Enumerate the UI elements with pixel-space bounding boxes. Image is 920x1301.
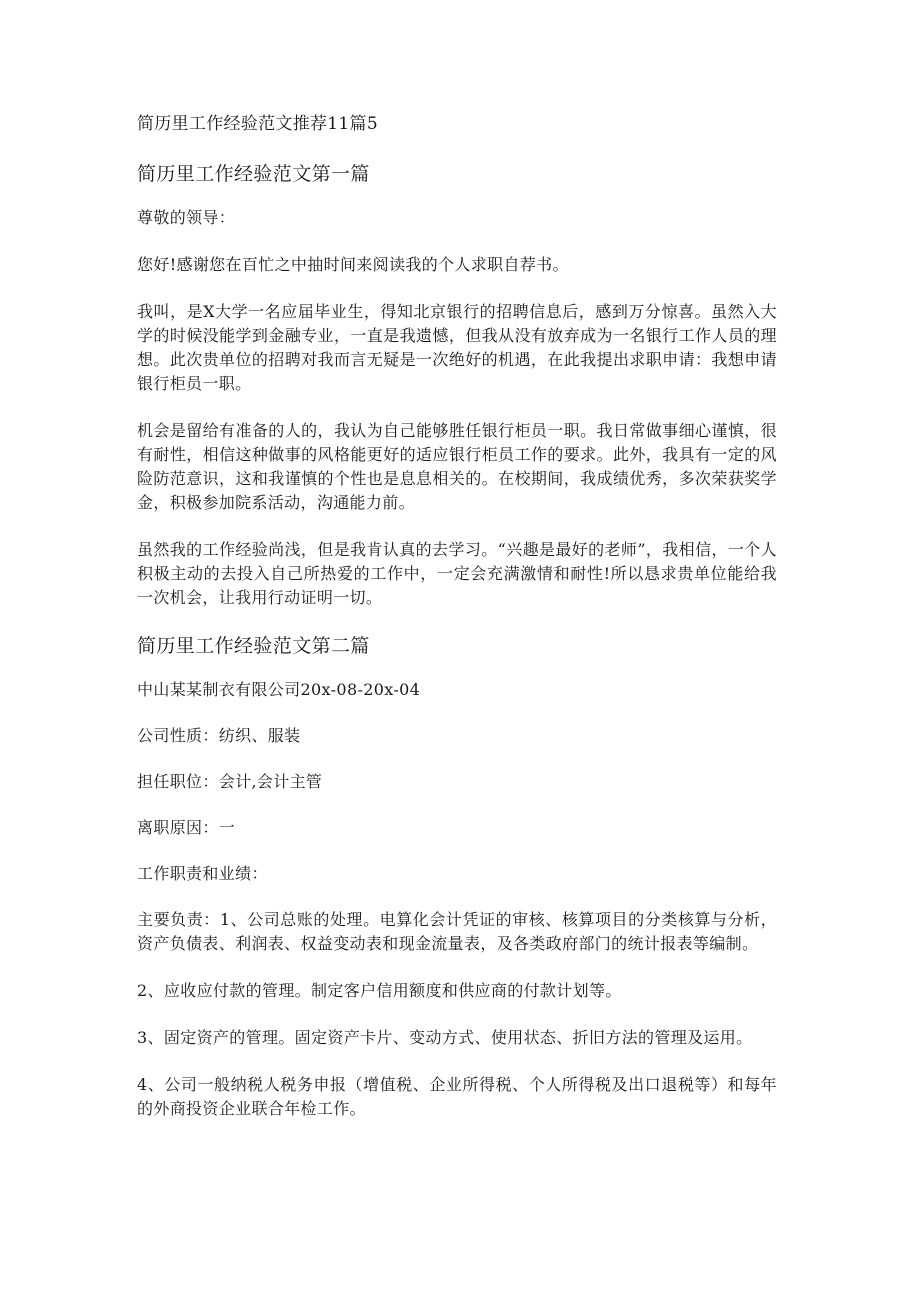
paragraph-qualifications: 机会是留给有准备的人的，我认为自己能够胜任银行柜员一职。我日常做事细心谨慎，很有耐性，相信这种做事的风格能更好的适应银行柜员工作的要求。此外，我具有一定的风险防范意识，这和我谨慎的个性也是息息相关的。在校期间，我成绩优秀，多次荣获奖学金，积极参加院系活动，沟通能力前。 [137, 421, 777, 512]
salutation: 尊敬的领导： [137, 208, 236, 227]
duty-item-4: 4、公司一般纳税人税务申报（增值税、企业所得税、个人所得税及出口退税等）和每年的外商投资企业联合年检工作。 [137, 1075, 777, 1118]
paragraph-closing: 虽然我的工作经验尚浅，但是我肯认真的去学习。“兴趣是最好的老师”，我相信，一个人积极主动的去投入自己所热爱的工作中，一定会充满激情和耐性!所以恳求贵单位能给我一次机会，让我用行动证明一切。 [137, 540, 777, 607]
duty-item-1: 主要负责：1、公司总账的处理。电算化会计凭证的审核、核算项目的分类核算与分析，资产负债表、利润表、权益变动表和现金流量表，及各类政府部门的统计报表等编制。 [137, 910, 777, 953]
duty-item-2: 2、应收应付款的管理。制定客户信用额度和供应商的付款计划等。 [137, 981, 622, 1000]
company-line: 中山某某制衣有限公司20x-08-20x-04 [137, 680, 421, 699]
greeting: 您好!感谢您在百忙之中抽时间来阅读我的个人求职自荐书。 [137, 255, 569, 274]
leave-reason: 离职原因：一 [137, 818, 236, 837]
section-heading-2: 简历里工作经验范文第二篇 [137, 635, 370, 657]
document-page [137, 112, 777, 1144]
duties-heading: 工作职责和业绩： [137, 864, 268, 883]
duty-item-3: 3、固定资产的管理。固定资产卡片、变动方式、使用状态、折旧方法的管理及运用。 [137, 1028, 753, 1047]
section-heading-1: 简历里工作经验范文第一篇 [137, 163, 370, 185]
paragraph-intro: 我叫，是X大学一名应届毕业生，得知北京银行的招聘信息后，感到万分惊喜。虽然入大学的时候没能学到金融专业，一直是我遗憾，但我从没有放弃成为一名银行工作人员的理想。此次贵单位的招聘对我而言无疑是一次绝好的机遇，在此我提出求职申请：我想申请银行柜员一职。 [137, 302, 777, 393]
company-nature: 公司性质：纺织、服装 [137, 726, 301, 745]
job-position: 担任职位：会计,会计主管 [137, 772, 323, 791]
document-title: 简历里工作经验范文推荐11篇5 [137, 114, 378, 134]
